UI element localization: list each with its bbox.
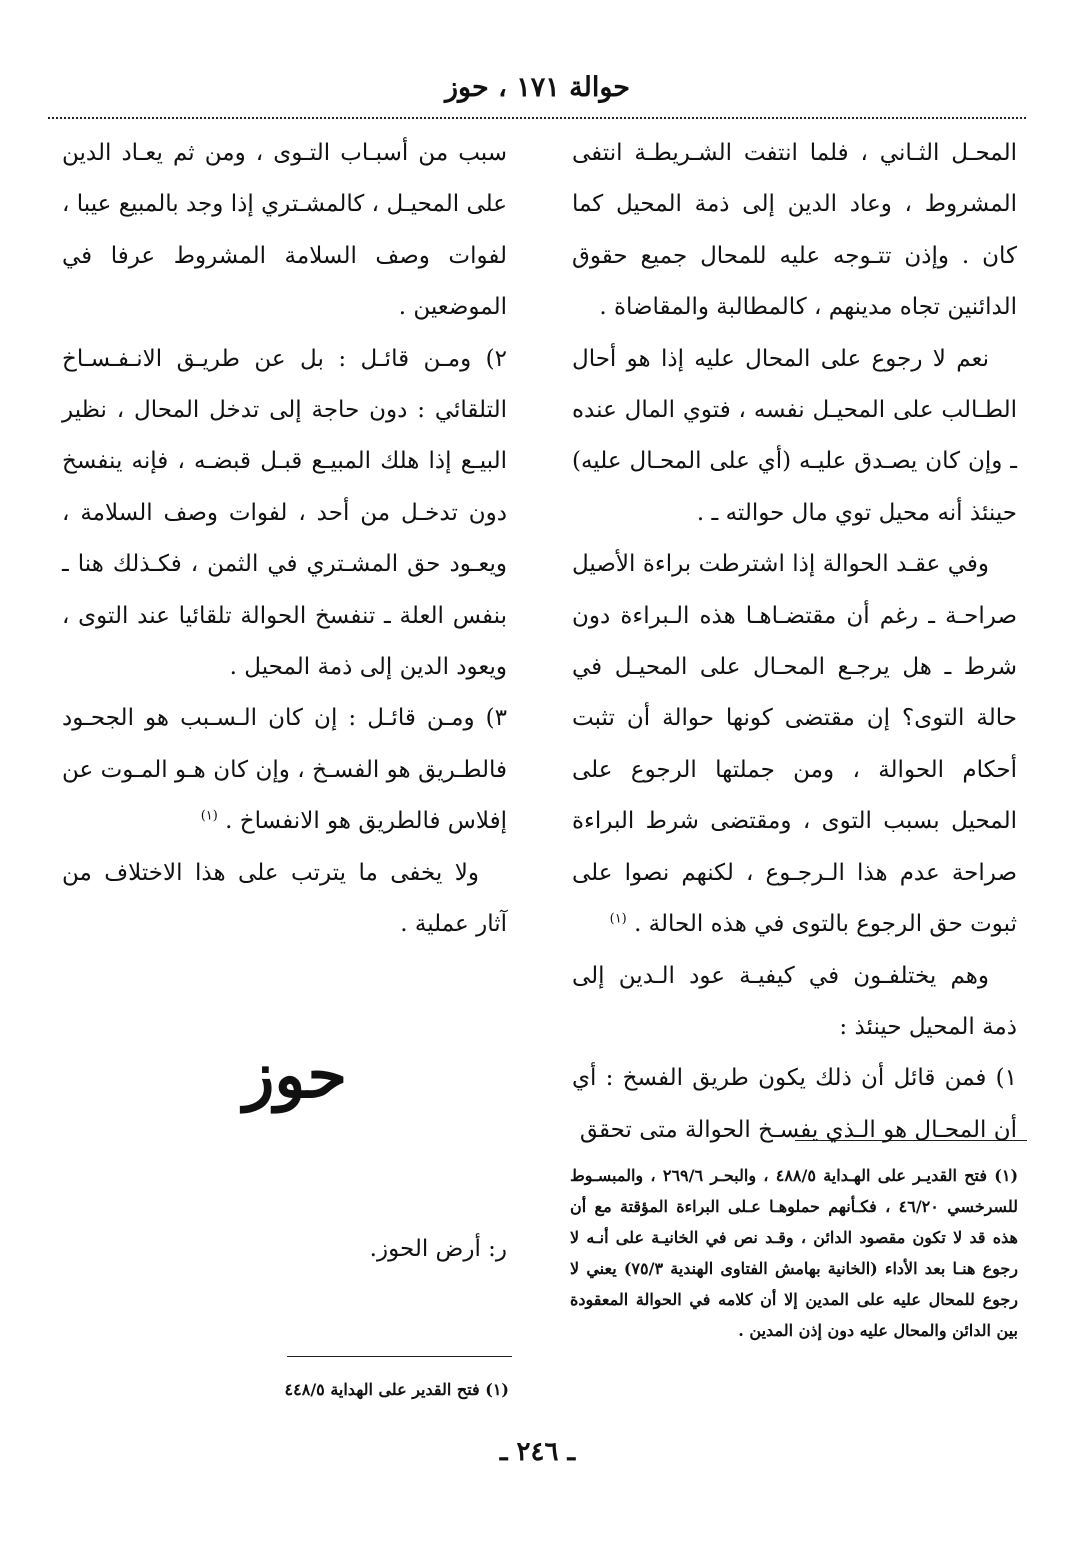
footnote-divider-left	[287, 1356, 512, 1357]
paragraph: وهم يختلفـون في كيفيـة عود الـدين إلى ذمة المحيل حينئذ :	[572, 962, 1017, 1040]
paragraph: ولا يخفى ما يترتب على هذا الاختلاف من آثار عملية .	[62, 859, 507, 938]
paragraph-text: وفي عقـد الحوالة إذا اشترطت براءة الأصيل صراحـة ـ رغم أن مقتضـاهـا هذه الـبراءة دون شرط ـ هل يرجـع المحـال على المحيـل في حالة التوى؟ إن مقتضى كونها حوالة أن تثبت أحكام الحوالة ، ومن جملتها الرجوع على المحيل بسبب التوى ، ومقتضى شرط البراءة صراحة عدم هذا الـرجـوع ، لكنهم نصوا على ثبوت حق الرجوع بالتوى في هذه الحالة .	[572, 551, 1017, 938]
footnote-divider-right	[795, 1140, 1027, 1141]
paragraph: سبب من أسبـاب التـوى ، ومن ثم يعـاد الدين على المحيـل ، كالمشـتري إذا وجد بالمبيع عيبا ، لفوات وصف السلامة المشروط عرفا في الموضعين .	[62, 140, 507, 321]
paragraph	[62, 693, 507, 847]
running-header: حوالة ١٧١ ، حوز	[445, 72, 630, 103]
footnote-marker: (١)	[609, 911, 627, 927]
left-column	[62, 128, 507, 951]
footnote-left: (١) فتح القدير على الهداية ٤٤٨/٥	[284, 1380, 509, 1399]
paragraph	[572, 539, 1017, 950]
paragraph: ١) فمن قائل أن ذلك يكون طريق الفسخ : أي أن المحـال هو الـذي يفسـخ الحوالة متى تحقق	[572, 1065, 1017, 1143]
page-number: ـ ٢٤٦ ـ	[499, 1437, 576, 1467]
paragraph: نعم لا رجوع على المحال عليه إذا هو أحال الطـالب على المحيـل نفسه ، فتوي المال عنده ـ وإن كان يصـدق عليـه (أي على المحـال عليه) حينئذ أنه محيل توي مال حوالته ـ .	[572, 345, 1017, 526]
entry-heading: حوز	[243, 1038, 347, 1113]
paragraph: المحـل الثـاني ، فلما انتفت الشـريطـة انتفى المشروط ، وعاد الدين إلى ذمة المحيل كما كان . وإذن تتـوجه عليه للمحال جميع حقوق الدائنين تجاه مدينهم ، كالمطالبة والمقاضاة .	[572, 140, 1017, 321]
paragraph-text: ٣) ومـن قائـل : إن كان الـسـبب هو الجحـود فالطـريق هو الفسـخ ، وإن كان هـو المـوت عن إفلاس فالطريق هو الانفساخ .	[62, 705, 507, 835]
header-divider	[48, 117, 1026, 119]
cross-reference: ر: أرض الحوز.	[369, 1236, 507, 1262]
right-column	[572, 128, 1017, 1156]
footnote-right: (١) فتح القديـر على الهـداية ٤٨٨/٥ ، والبحـر ٢٦٩/٦ ، والمبسـوط للسرخسي ٤٦/٢٠ ، فكـأنهم حملوهـا عـلى البراءة المؤقتة مع أن هذه قد لا تكون مقصود الدائن ، وقـد نص في الخانيـة على أنـه لا رجوع هنـا بعد الأداء (الخانية بهامش الفتاوى الهندية ٧٥/٣) يعني لا رجوع للمحال عليه على المدين إلا أن كلامه في الحوالة المعقودة بين الدائن والمحال عليه دون إذن المدين .	[570, 1166, 1019, 1340]
paragraph: ٢) ومـن قائـل : بل عن طريـق الانـفـسـاخ التلقائي : دون حاجة إلى تدخل المحال ، نظير البيـع إذا هلك المبيـع قبـل قبضـه ، فإنه ينفسخ دون تدخـل من أحد ، لفوات وصف السلامة ، ويعـود حق المشـتري في الثمن ، فكـذلك هنا ـ بنفس العلة ـ تنفسخ الحوالة تلقائيا عند التوى ، ويعود الدين إلى ذمة المحيل .	[62, 345, 507, 681]
footnote-marker: (١)	[200, 808, 218, 824]
